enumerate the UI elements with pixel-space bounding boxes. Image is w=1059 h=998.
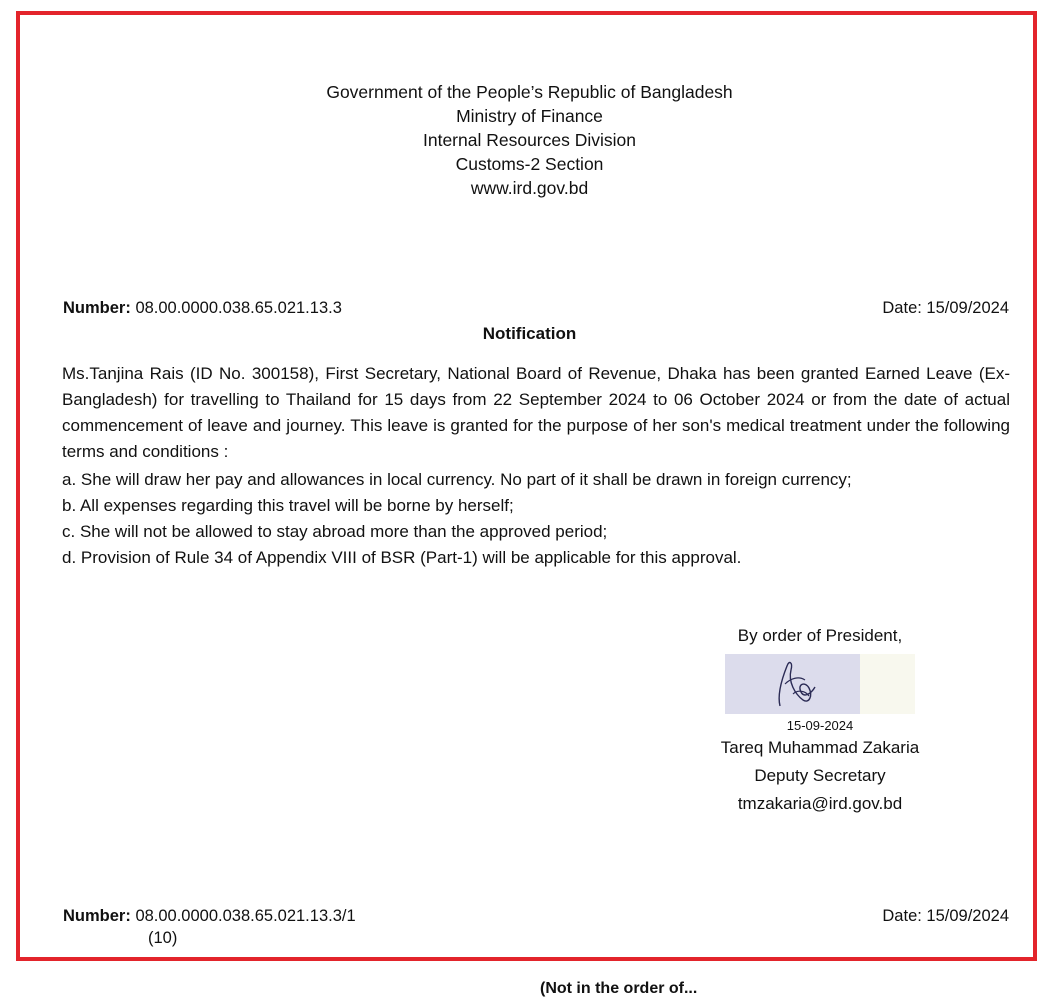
notification-title: Notification: [482, 324, 577, 343]
section-line: Customs-2 Section: [455, 154, 604, 174]
signatory-designation: Deputy Secretary: [754, 766, 886, 785]
signature-icon: [725, 654, 915, 714]
signature-date: 15-09-2024: [786, 718, 854, 733]
notification-body: [62, 361, 1010, 465]
cut-off-footer-text: (Not in the order of...: [540, 980, 698, 997]
term-a: a. She will draw her pay and allowances in local currency. No part of it shall be drawn in foreign currency;: [62, 470, 852, 489]
letterhead: [0, 80, 1059, 200]
body-paragraph: Ms.Tanjina Rais (ID No. 300158), First Secretary, National Board of Revenue, Dhaka has been granted Earned Leave (Ex-Bangladesh) for travelling to Thailand for 15 days from 22 September 2024 to 06 October 2024 or from the date of actual commencement of leave and journey. This leave is granted for the purpose of her son's medical treatment under the following terms and conditions :: [62, 364, 1010, 461]
term-c: c. She will not be allowed to stay abroad more than the approved period;: [62, 522, 608, 541]
reference-date: Date: 15/09/2024: [882, 299, 1009, 317]
signatory-email: tmzakaria@ird.gov.bd: [737, 794, 903, 813]
copy-reference-number: 08.00.0000.038.65.021.13.3/1: [135, 907, 356, 925]
order-line: By order of President,: [737, 626, 903, 645]
copy-reference-date: Date: 15/09/2024: [882, 907, 1009, 925]
website-line: www.ird.gov.bd: [470, 178, 589, 198]
government-line: Government of the People’s Republic of Bangladesh: [326, 82, 733, 102]
terms-list: [62, 467, 1022, 571]
term-d: d. Provision of Rule 34 of Appendix VIII of BSR (Part-1) will be applicable for this approval.: [62, 548, 742, 567]
division-line: Internal Resources Division: [422, 130, 636, 150]
handwritten-signature: [725, 654, 915, 714]
copy-number-label: Number:: [63, 907, 131, 925]
ministry-line: Ministry of Finance: [456, 106, 603, 126]
copy-reference-row: [63, 905, 1009, 949]
reference-number: 08.00.0000.038.65.021.13.3: [135, 299, 342, 317]
reference-row: [63, 297, 1009, 319]
term-b: b. All expenses regarding this travel will be borne by herself;: [62, 496, 514, 515]
signature-block: [690, 624, 950, 818]
number-label: Number:: [63, 299, 131, 317]
signatory-name: Tareq Muhammad Zakaria: [720, 738, 920, 757]
copies-count: (10): [148, 929, 178, 947]
